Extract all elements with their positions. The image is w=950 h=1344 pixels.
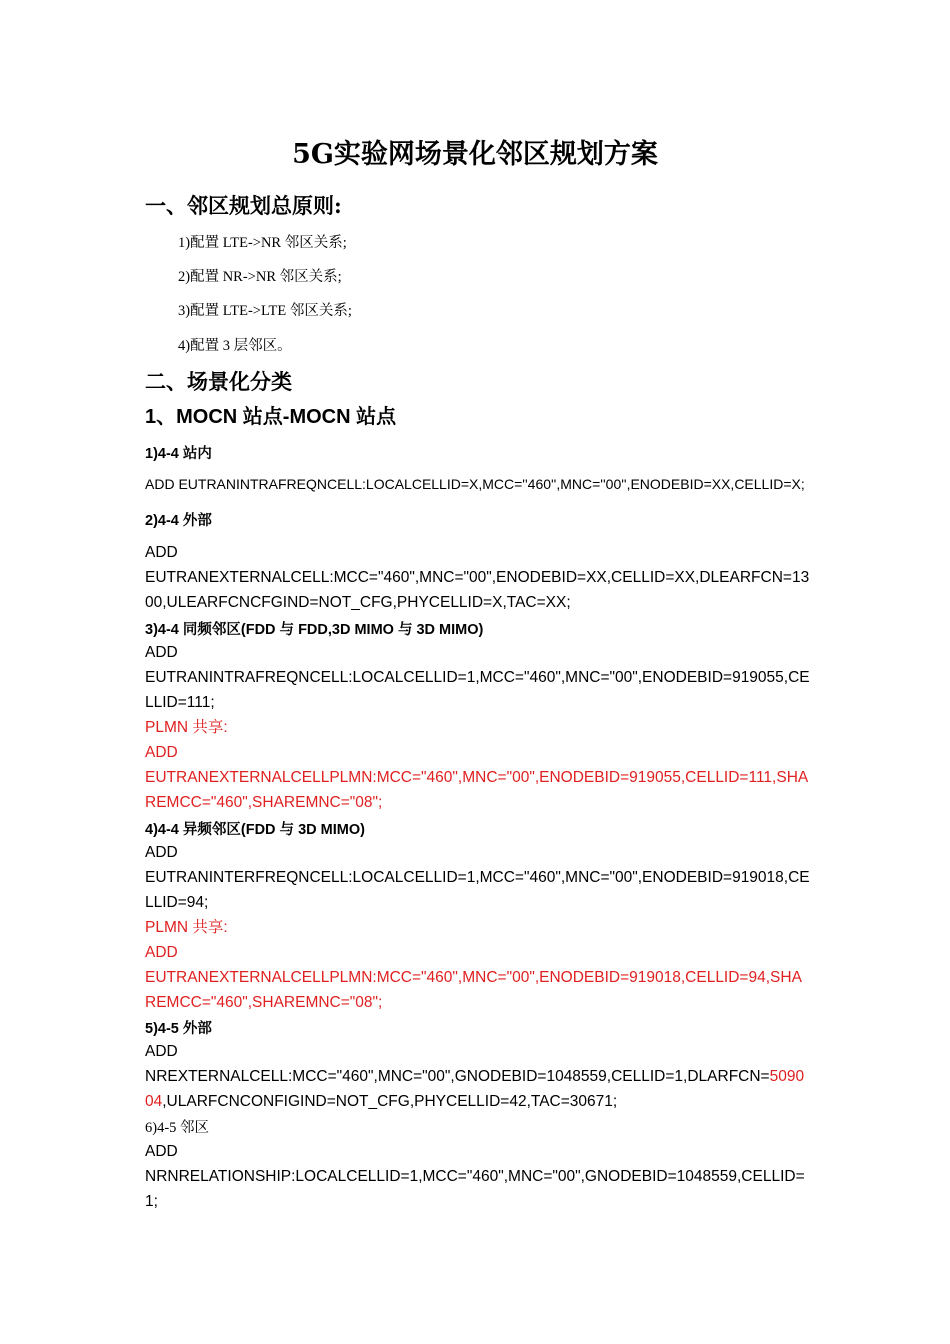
principle-item: 2)配置 NR->NR 邻区关系; bbox=[178, 269, 342, 285]
command-body-part: NREXTERNALCELL:MCC="460",MNC="00",GNODEBID=1048559,CELLID=1,DLARFCN= bbox=[145, 1068, 770, 1085]
principle-item: 3)配置 LTE->LTE 邻区关系; bbox=[178, 303, 352, 319]
principle-item: 4)配置 3 层邻区。 bbox=[178, 338, 292, 354]
command-body: EUTRANEXTERNALCELL:MCC="460",MNC="00",ENODEBID=XX,CELLID=XX,DLEARFCN=1300,ULEARFCNCFGIND=NOT_CFG,PHYCELLID=X,TAC=XX; bbox=[145, 569, 810, 611]
block-label: 5)4-5 外部 bbox=[145, 1021, 212, 1037]
command-body: EUTRANINTERFREQNCELL:LOCALCELLID=1,MCC="460",MNC="00",ENODEBID=919018,CELLID=94; bbox=[145, 869, 810, 911]
section2-heading: 二、场景化分类 bbox=[145, 369, 292, 394]
section2-subheading: 1、MOCN 站点-MOCN 站点 bbox=[145, 406, 397, 428]
command-body: EUTRANINTRAFREQNCELL:LOCALCELLID=1,MCC="460",MNC="00",ENODEBID=919055,CELLID=111; bbox=[145, 669, 810, 711]
command-keyword: ADD bbox=[145, 544, 178, 561]
command-body bbox=[145, 1064, 810, 1114]
block-label: 3)4-4 同频邻区(FDD 与 FDD,3D MIMO 与 3D MIMO) bbox=[145, 622, 484, 638]
command-text bbox=[145, 1139, 810, 1214]
command-text bbox=[145, 840, 810, 1015]
block-label: 2)4-4 外部 bbox=[145, 513, 212, 529]
command-text bbox=[145, 640, 810, 815]
command-keyword: ADD bbox=[145, 644, 178, 661]
block-label: 4)4-4 异频邻区(FDD 与 3D MIMO) bbox=[145, 822, 365, 838]
plmn-keyword: ADD bbox=[145, 744, 178, 761]
command-text: ADD EUTRANINTRAFREQNCELL:LOCALCELLID=X,MCC=''460'',MNC=''00'',ENODEBID=XX,CELLID=X; bbox=[145, 476, 805, 492]
plmn-command: EUTRANEXTERNALCELLPLMN:MCC="460",MNC="00",ENODEBID=919018,CELLID=94,SHAREMCC="460",SHAREMNC="08"; bbox=[145, 969, 802, 1011]
plmn-label: PLMN 共享: bbox=[145, 919, 228, 936]
highlighted-value: 509004 bbox=[145, 1068, 805, 1110]
block-label: 6)4-5 邻区 bbox=[145, 1120, 210, 1136]
document-title: 5G实验网场景化邻区规划方案 bbox=[292, 139, 658, 170]
principle-item: 1)配置 LTE->NR 邻区关系; bbox=[178, 235, 347, 251]
plmn-label: PLMN 共享: bbox=[145, 719, 228, 736]
command-keyword: ADD bbox=[145, 1043, 178, 1060]
section1-heading: 一、邻区规划总原则: bbox=[145, 193, 342, 218]
command-text bbox=[145, 540, 810, 615]
plmn-keyword: ADD bbox=[145, 944, 178, 961]
command-body-part: ,ULARFCNCONFIGIND=NOT_CFG,PHYCELLID=42,TAC=30671; bbox=[162, 1093, 618, 1110]
command-keyword: ADD bbox=[145, 844, 178, 861]
command-body: NRNRELATIONSHIP:LOCALCELLID=1,MCC="460",MNC="00",GNODEBID=1048559,CELLID=1; bbox=[145, 1168, 805, 1210]
command-text bbox=[145, 1039, 810, 1114]
command-keyword: ADD bbox=[145, 1143, 178, 1160]
block-label: 1)4-4 站内 bbox=[145, 446, 212, 462]
plmn-command: EUTRANEXTERNALCELLPLMN:MCC="460",MNC="00",ENODEBID=919055,CELLID=111,SHAREMCC="460",SHAREMNC="08"; bbox=[145, 769, 809, 811]
